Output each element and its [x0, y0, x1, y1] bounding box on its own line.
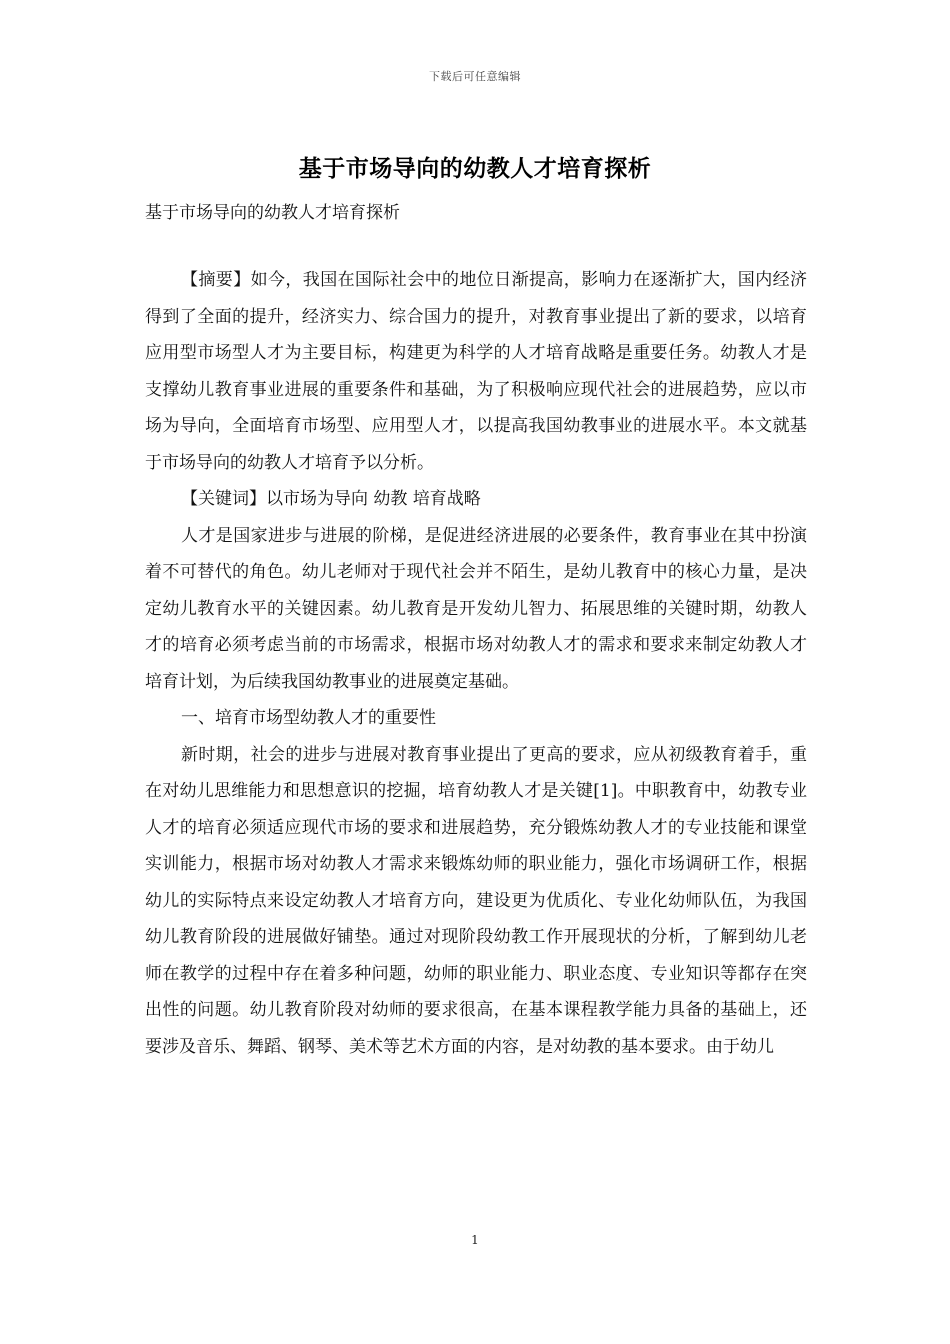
section-paragraph: 新时期，社会的进步与进展对教育事业提出了更高的要求，应从初级教育着手，重在对幼儿思维能力和思想意识的挖掘，培育幼教人才是关键[1]。中职教育中，幼教专业人才的培育必须适应现代市场的要求和进展趋势，充分锻炼幼教人才的专业技能和课堂实训能力，根据市场对幼教人才需求来锻炼幼师的职业能力，强化市场调研工作，根据幼儿的实际特点来设定幼教人才培育方向，建设更为优质化、专业化幼师队伍，为我国幼儿教育阶段的进展做好铺垫。通过对现阶段幼教工作开展现状的分析，了解到幼儿老师在教学的过程中存在着多种问题，幼师的职业能力、职业态度、专业知识等都存在突出性的问题。幼儿教育阶段对幼师的要求很高，在基本课程教学能力具备的基础上，还要涉及音乐、舞蹈、钢琴、美术等艺术方面的内容，是对幼教的基本要求。由于幼儿	[145, 744, 807, 1057]
keywords-paragraph: 【关键词】以市场为导向 幼教 培育战略	[181, 489, 481, 509]
abstract-paragraph: 【摘要】如今，我国在国际社会中的地位日渐提高，影响力在逐渐扩大，国内经济得到了全面的提升，经济实力、综合国力的提升，对教育事业提出了新的要求，以培育应用型市场型人才为主要目标，构建更为科学的人才培育战略是重要任务。幼教人才是支撑幼儿教育事业进展的重要条件和基础，为了积极响应现代社会的进展趋势，应以市场为导向，全面培育市场型、应用型人才，以提高我国幼教事业的进展水平。本文就基于市场导向的幼教人才培育予以分析。	[145, 270, 807, 473]
section-heading: 一、培育市场型幼教人才的重要性	[181, 708, 436, 728]
page-number: 1	[471, 1233, 479, 1247]
document-title: 基于市场导向的幼教人才培育探析	[298, 155, 652, 182]
document-body	[145, 262, 807, 1065]
document-subtitle: 基于市场导向的幼教人才培育探析	[145, 203, 400, 223]
intro-paragraph: 人才是国家进步与进展的阶梯，是促进经济进展的必要条件，教育事业在其中扮演着不可替代的角色。幼儿老师对于现代社会并不陌生，是幼儿教育中的核心力量，是决定幼儿教育水平的关键因素。幼儿教育是开发幼儿智力、拓展思维的关键时期，幼教人才的培育必须考虑当前的市场需求，根据市场对幼教人才的需求和要求来制定幼教人才培育计划，为后续我国幼教事业的进展奠定基础。	[145, 525, 807, 692]
header-note: 下载后可任意编辑	[429, 70, 521, 83]
